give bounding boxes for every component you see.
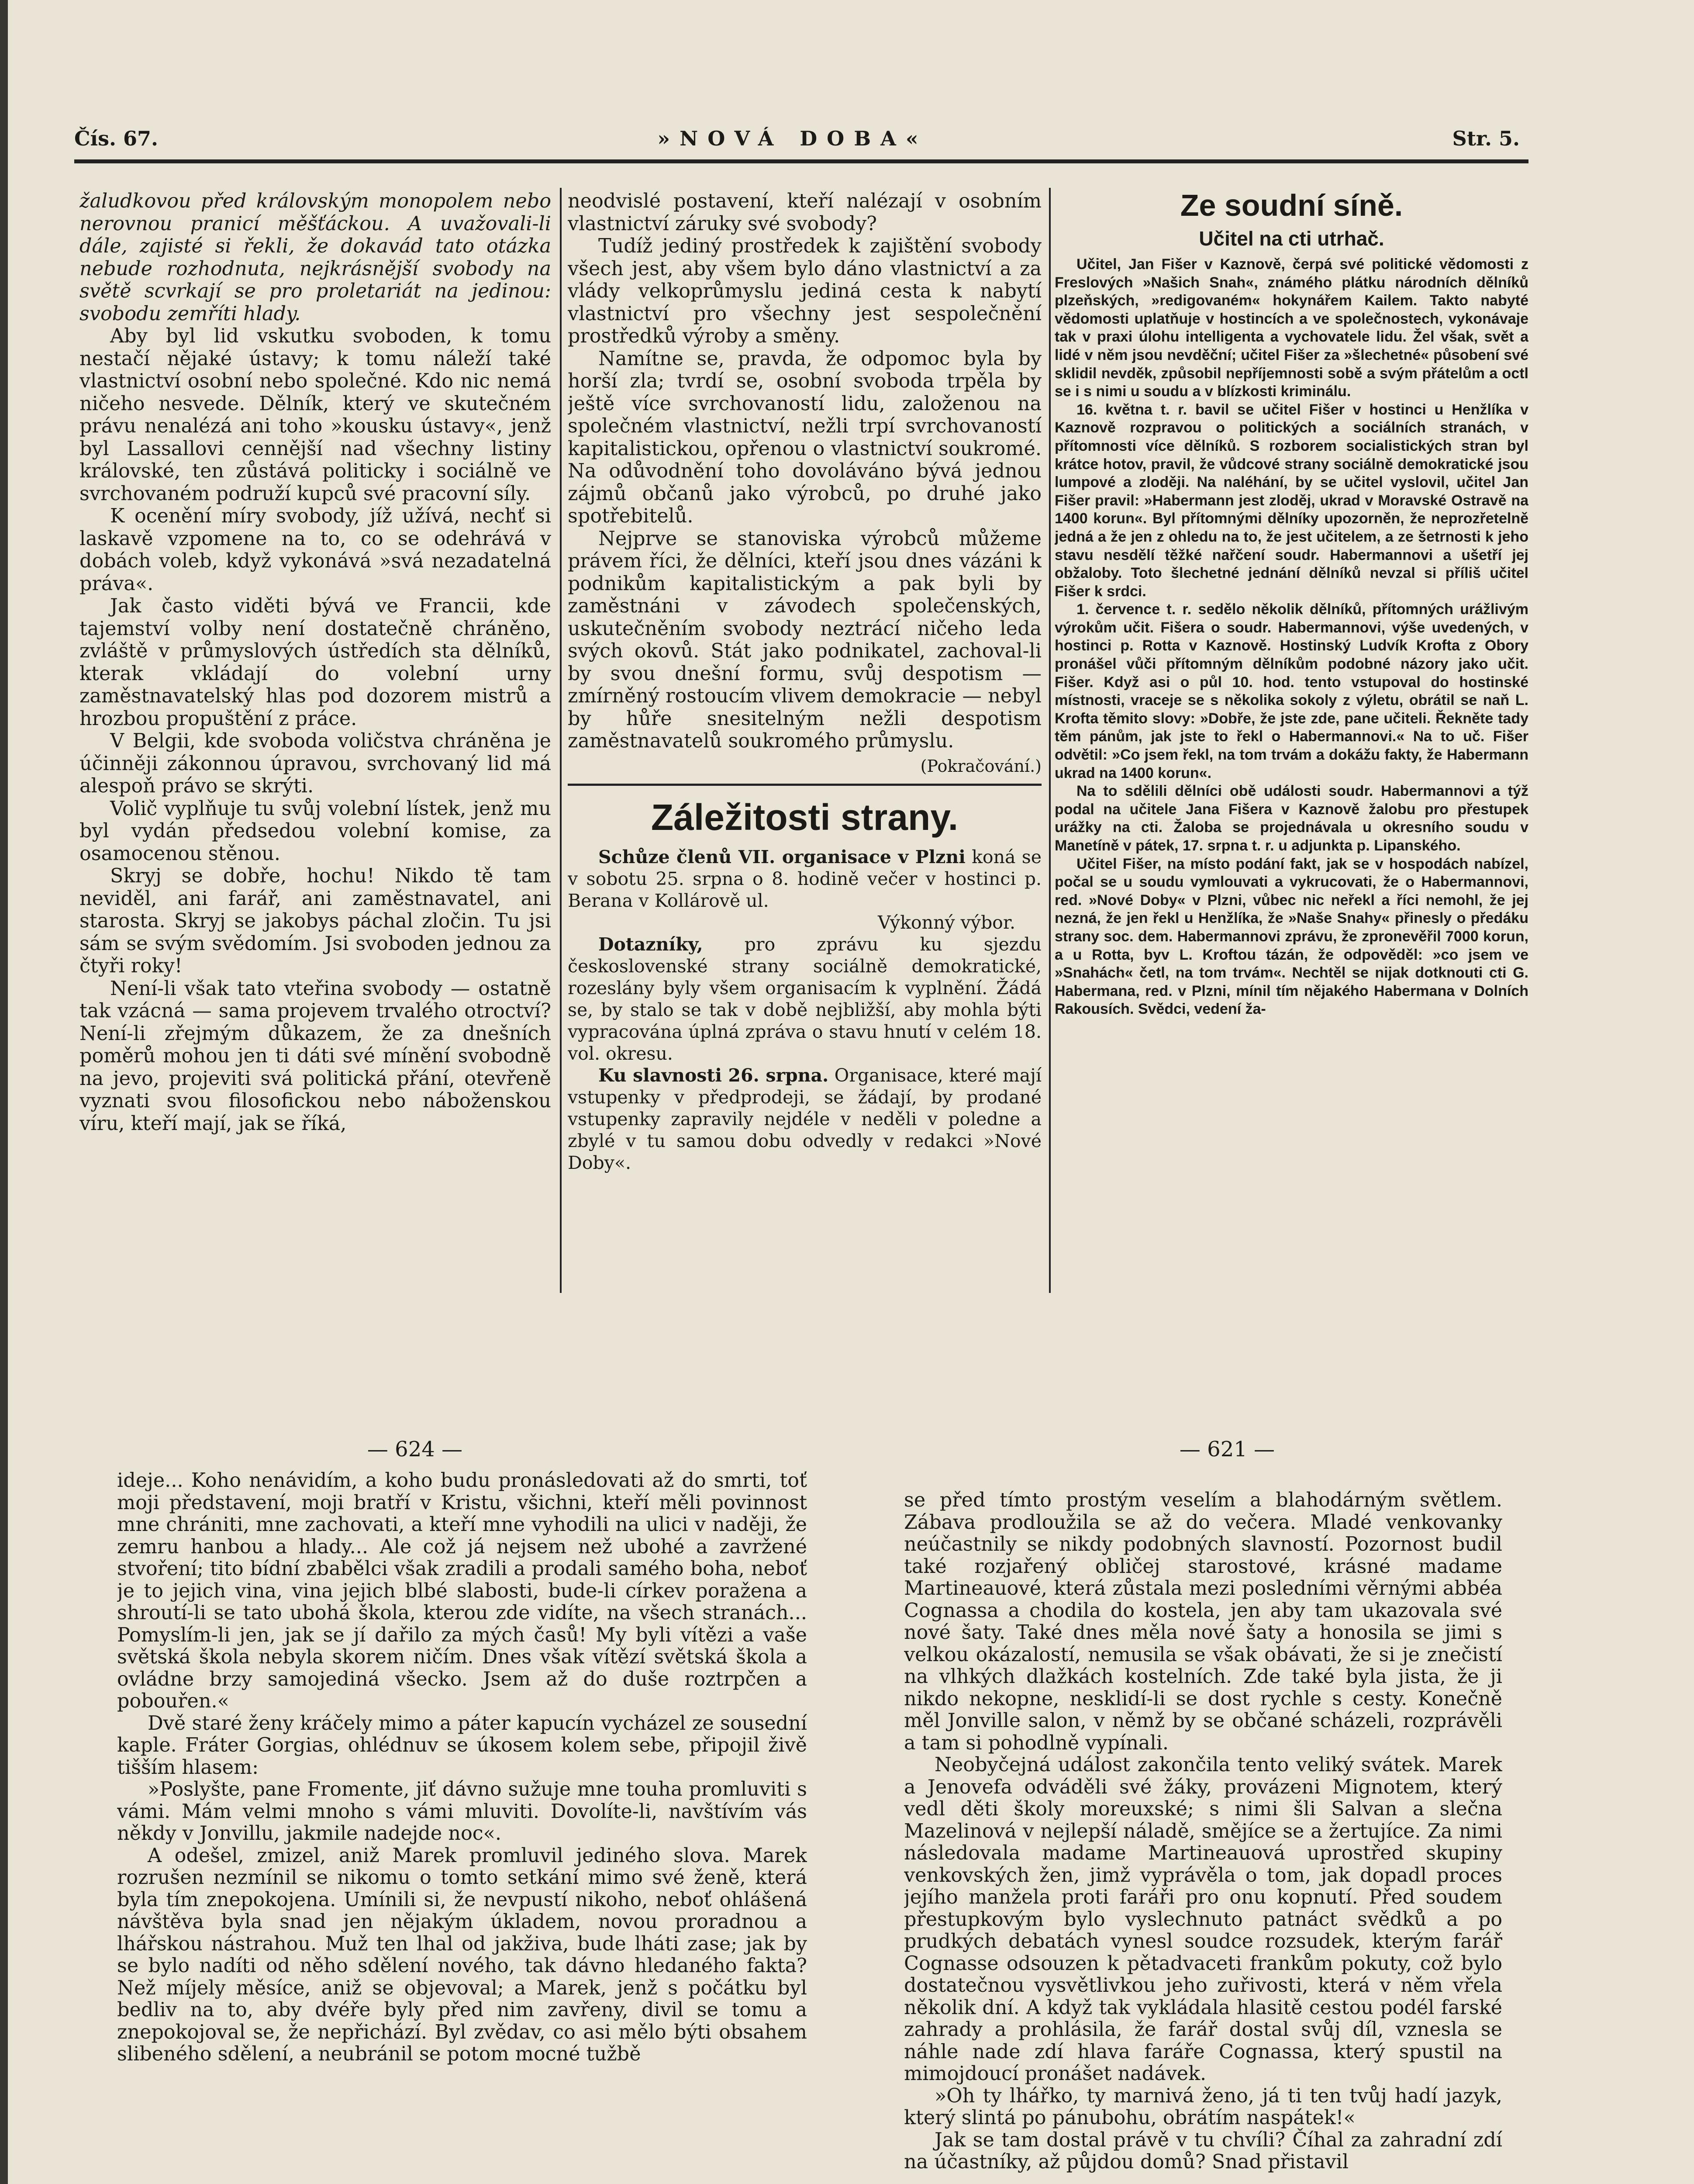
column-divider [560,188,562,1293]
paragraph: »Poslyšte, pane Fromente, jiť dávno sužuje mne touha promluviti s vámi. Mám velmi mnoho s vámi mluviti. Dovolíte-li, navštívím vás někdy v Jonvillu, jakmile nadejde noc«. [117,1778,807,1845]
paragraph: 16. května t. r. bavil se učitel Fišer v hostinci u Henžlíka v Kaznově rozpravou o politických a sociálních stranách, v přítomnosti více dělníků. S rozborem socialistických stran byl krátce hotov, pravil, že vůdcové strany sociálně demokratické jsou lumpové a zloději. Na naléhání, by se učitel vyslovil, učitel Jan Fišer pravil: »Habermann jest zloděj, ukrad v Moravské Ostravě na 1400 korun«. Byl přítomnými dělníky upozorněn, že neprozřetelně jedná a že jen z ohledu na to, že jest učitelem, a ze šetrnosti k jeho stavu nesdělí těžké nařčení soudr. Habermannovi a ušetří jej obžaloby. Toto šlechetné jednání dělníků nevzal si příliš učitel Fišer k srdci. [1055,401,1528,600]
article-title: Učitel na cti utrhač. [1199,227,1384,250]
paragraph: Nejprve se stanoviska výrobců můžeme právem říci, že dělníci, kteří jsou dnes vázáni k podnikům kapitalistickým a pak byli by zaměstnáni v závodech společenských, uskutečněním svobody neztrácí ničeho leda svých okovů. Stát jako podnikatel, zachoval-li by svou dnešní formu, svůj despotism — zmírněný rostoucím vlivem demokracie — nebyl by hůře snesitelným nežli despotism zaměstnavatelů soukromého průmyslu. [568,527,1042,752]
lower-right-pagenum: — 621 — [1179,1437,1275,1462]
section-rule [568,784,1042,786]
paragraph: neodvislé postavení, kteří nalézají v osobním vlastnictví záruky své svobody? [568,190,1042,235]
lower-right-column [904,1489,1502,2184]
paragraph: »Oh ty lhářko, ty marnivá ženo, já ti ten tvůj hadí jazyk, který slintá po pánubohu, obrátím naspátek!« [904,2084,1502,2129]
paragraph: Aby byl lid vskutku svoboden, k tomu nestačí nějaké ústavy; k tomu náleží také vlastnictví osobní nebo společné. Kdo nic nemá ničeho nesvede. Dělník, který ve skutečném právu nenalézá ani toho »kousku ústavy«, jenž byl Lassallovi cennější nad všechny listiny královské, ten zůstává politicky i sociálně ve svrchovaném podruží kupců své pracovní síly. [79,325,551,505]
issue-number: Čís. 67. [74,127,159,150]
item-lead: Dotazníky, [598,934,703,955]
section-title: Ze soudní síně. [1180,188,1403,222]
page-number: Str. 5. [1452,127,1520,150]
party-item [568,933,1042,1064]
paragraph: Volič vyplňuje tu svůj volební lístek, jenž mu byl vydán předsedou volební komise, za osamocenou stěnou. [79,797,551,865]
paragraph: se před tímto prostým veselím a blahodárným světlem. Zábava prodloužila se až do večera. Mladé venkovanky neúčastnily se nikdy podobných slavností. Pozornost budil také rozjařený obličej starostové, krásné madame Martineauové, která zůstala mezi posledními věrnými abbéa Cognassa a chodila do kostela, jen aby tam ukazovala své nové šaty. Také dnes měla nové šaty a honosila se jimi s velkou okázalostí, nemusila se však obávati, že si je znečistí na vlhkých dlažkách kostelních. Zde také byla jista, že ji nikdo nekopne, nesklidí-li se dost rychle s cesty. Konečně měl Jonville salon, v němž by se občané scházeli, rozprávěli a tam si pohodlně vypínali. [904,1489,1502,1754]
paragraph: V Belgii, kde svoboda voličstva chráněna je účinněji zákonnou úpravou, svrchovaný lid má alespoň právo se skrýti. [79,730,551,797]
column-2 [568,190,1042,1291]
paragraph: Tudíž jediný prostředek k zajištění svobody všech jest, aby všem bylo dáno vlastnictví a za vlády velkoprůmyslu jediná cesta k nabytí vlastnictví pro všechny jest sespolečnění prostředků výroby a směny. [568,235,1042,347]
paragraph: Neobyčejná událost zakončila tento veliký svátek. Marek a Jenovefa odváděli své žáky, provázeni Mignotem, který vedl děti školy moreuxské; s nimi šli Salvan a slečna Mazelinová v nejlepší náladě, smějíce se a žertujíce. Za nimi následovala madame Martineauová uprostřed skupiny venkovských žen, jimž vyprávěla o tom, jak dopadl proces jejího manžela proti faráři pro onu kopnutí. Před soudem přestupkovým bylo vyslechnuto patnáct svědků a po prudkých debatách vynesl soudce rozsudek, kterým farář Cognasse odsouzen k pětadvaceti frankům pokuty, což bylo dostatečnou vysvětlivkou jeho zuřivosti, která v něm vřela několik dní. A když tak vykládala hlasitě cestou podél farské zahrady a prohlásila, že farář dostal svůj díl, vznesla se náhle nade zdí hlava faráře Cognassa, který spustil na mimojdoucí pronášet nadávek. [904,1754,1502,2085]
text: žaludkovou před královským monopolem nebo nerovnou pranicí měšťáckou. A uvažovali-li dále, zajisté si řekli, že dokavád tato otázka nebude rozhodnuta, nejkrásnější svobody na světě scvrkají se pro proletariát na jedinou: svobodu zemříti hlady. [79,190,551,325]
paragraph: Jak se tam dostal právě v tu chvíli? Číhal za zahradní zdí na účastníky, až půjdou domů? Snad přistavil [904,2129,1502,2173]
lower-left-column [117,1470,807,2184]
item-text: koná se v sobotu 25. srpna o 8. hodině večer v hostinci p. Berana v Kollárově ul. [568,847,1042,911]
paragraph [79,190,551,325]
continued-note: (Pokračování.) [920,756,1042,776]
section-title: Záležitosti strany. [651,797,959,838]
paragraph: K ocenění míry svobody, jíž užívá, nechť si laskavě vzpomene na to, co se odehrává v dobách voleb, když vykonává »svá nezadatelná práva«. [79,505,551,595]
paragraph: Učitel, Jan Fišer v Kaznově, čerpá své politické vědomosti z Freslových »Našich Snah«, známého plátku národních dělníků plzeňských, »redigovaném« hokynářem Kailem. Takto nabyté vědomosti uplatňuje v hostincích a ve společnostech, vykonávaje tak v praxi úlohu intelligenta a vychovatele lidu. Žel však, svět a lidé v něm jsou nevděční; učitel Fišer za »šlechetné« působení své sklidil nevděk, způsobil nepříjemnosti sobě a svým přátelům a octl se i s nimi u soudu a v blízkosti kriminálu. [1055,256,1528,400]
item-text: Organisace, které mají vstupenky v předprodeji, se žádají, by prodané vstupenky zapravily nejdéle v neděli v poledne a zbylé v tu samou dobu odvedly v redakci »Nové Doby«. [568,1065,1042,1173]
party-item [568,912,1042,933]
paragraph: 1. července t. r. sedělo několik dělníků, přítomných urážlivým výrokům učit. Fišera o soudr. Habermannovi, výše uvedených, v hostinci p. Rotta v Kaznově. Hostinský Ludvík Krofta z Obory pronášel vůči přítomným dělníkům podobné názory jako učit. Fišer. Když asi o půl 10. hod. tento vstupoval do hostinské místnosti, vraceje se s několika sokoly z výletu, obrátil se naň L. Krofta těmito slovy: »Dobře, že jste zde, pane učiteli. Řekněte tady těm pánům, jak jste to řekl o Habermannovi.« Na to uč. Fišer odvětil: »Co jsem řekl, na tom trvám a dokážu fakty, že Habermann ukrad na 1400 korun«. [1055,601,1528,781]
lower-left-pagenum: — 624 — [367,1437,463,1462]
item-lead: Schůze členů VII. organisace v Plzni [598,847,966,867]
paragraph: Skryj se dobře, hochu! Nikdo tě tam neviděl, ani farář, ani zaměstnavatel, ani starosta. Skryj se jakobys páchal zločin. Tu jsi sám se svým svědomím. Jsi svoboden jednou za čtyři roky! [79,865,551,977]
column-3 [1055,186,1528,1295]
paragraph: Na to sdělili dělníci obě události soudr. Habermannovi a týž podal na učitele Jana Fišera v Kaznově žalobu pro přestupek urážky na cti. Žaloba se projednávala u okresního soudu v Manetíně v pátek, 17. srpna t. r. u adjunkta p. Lipanského. [1055,783,1528,854]
paragraph: Namítne se, pravda, že odpomoc byla by horší zla; tvrdí se, osobní svoboda trpěla by ještě více svrchovaností lidu, založenou na společném vlastnictví, nežli trpí svrchovaností kapitalistickou, opřenou o vlastnictví soukromé. Na odůvodnění toho dovoláváno bývá jednou zájmů občanů jako výrobců, po druhé jako spotřebitelů. [568,347,1042,527]
column-divider [1049,188,1051,1293]
column-1 [79,190,551,1317]
party-item [568,846,1042,912]
item-text: Výkonný výbor. [877,912,1015,933]
paragraph: Jak často viděti bývá ve Francii, kde tajemství volby není dostatečně chráněno, zvláště v průmyslových ústředích sta dělníků, kterak vkládají do volební urny zaměstnavatelský hlas pod dozorem mistrů a hrozbou propuštění z práce. [79,595,551,730]
header-rule [74,159,1528,163]
paragraph: ideje... Koho nenávidím, a koho budu pronásledovati až do smrti, toť moji představení, moji bratří v Kristu, všichni, kteří měli povinnost mne chrániti, mne zachovati, a kteří mne vyhodili na ulici v naději, že zemru hanbou a hlady... Ale což já nejsem než ubohé a zavržené stvoření; tito bídní zbabělci však zradili a prodali samého boha, neboť je to jejich vina, vina jejich blbé slabosti, bude-li církev poražena a shroutí-li se tato ubohá škola, kterou zde vidíte, na všech stranách... Pomyslím-li jen, jak se jí dařilo za mých časů! My byli vítězi a vaše světská škola nebyla skorem ničím. Dnes však vítězí světská škola a ovládne brzy samojediná všecko. Jsem až do duše roztrpčen a pobouřen.« [117,1470,807,1712]
paragraph: A odešel, zmizel, aniž Marek promluvil jediného slova. Marek rozrušen nezmínil se nikomu o tomto setkání mimo své ženě, která byla tím znepokojena. Umínili si, že nevpustí nikoho, neboť ohlášená návštěva byla snad jen nějakým úkladem, novou proradnou a lhářskou nástrahou. Muž ten lhal od jakživa, bude lháti zase; jak by se bylo nadíti od něho sdělení nového, tak dávno hledaného fakta? Než míjely měsíce, aniž se objevoval; a Marek, jenž s počátku byl bedliv na to, aby dvéře byly před nim zavřeny, divil se tomu a znepokojoval se, že nepřichází. Byl zvědav, co asi mělo býti obsahem slibeného sdělení, a neubránil se potom mocné tužbě [117,1844,807,2065]
item-lead: Ku slavnosti 26. srpna. [598,1065,829,1086]
party-item [568,1064,1042,1174]
scan-edge [0,0,8,2184]
item-text: pro zprávu ku sjezdu československé strany sociálně demokratické, rozeslány byly všem organisacím k vyplnění. Žádá se, by stalo se tak v době nejbližší, aby mohla býti vypracována úplná zpráva o stavu hnutí v celém 18. vol. okresu. [568,934,1042,1064]
paragraph: Dvě staré ženy kráčely mimo a páter kapucín vycházel ze sousední kaple. Fráter Gorgias, ohlédnuv se úkosem kolem sebe, připojil živě tišším hlasem: [117,1712,807,1779]
newspaper-title: »NOVÁ DOBA« [657,127,928,150]
page-header [66,127,1520,157]
paragraph: Učitel Fišer, na místo podání fakt, jak se v hospodách nabízel, počal se u soudu vymlouvati a vykrucovati, že o Habermannovi, red. »Nové Doby« v Plzni, vůbec nic neřekl a říci nemohl, že jej nezná, že jen řekl u Henžlíka, že »Naše Snahy« přinesly o předáku strany soc. dem. Habermannovi zprávu, že zpronevěřil 7000 korun, a u Rotta, byv L. Kroftou tázán, že odpověděl: »co jsem ve »Snahách« četl, na tom trvám«. Nechtěl se nijak dotknouti cti G. Habermana, red. v Plzni, mínil tím nějakého Habermana v Dolních Rakousích. Svědci, vedení ža- [1055,855,1528,1018]
paragraph: Není-li však tato vteřina svobody — ostatně tak vzácná — sama projevem trvalého otroctví? Není-li zřejmým důkazem, že za dnešních poměrů mohou jen ti dáti své mínění svobodně na jevo, projeviti svá politická přání, otevřeně vyznati svou filosofickou nebo náboženskou víru, kteří mají, jak se říká, [79,977,551,1135]
